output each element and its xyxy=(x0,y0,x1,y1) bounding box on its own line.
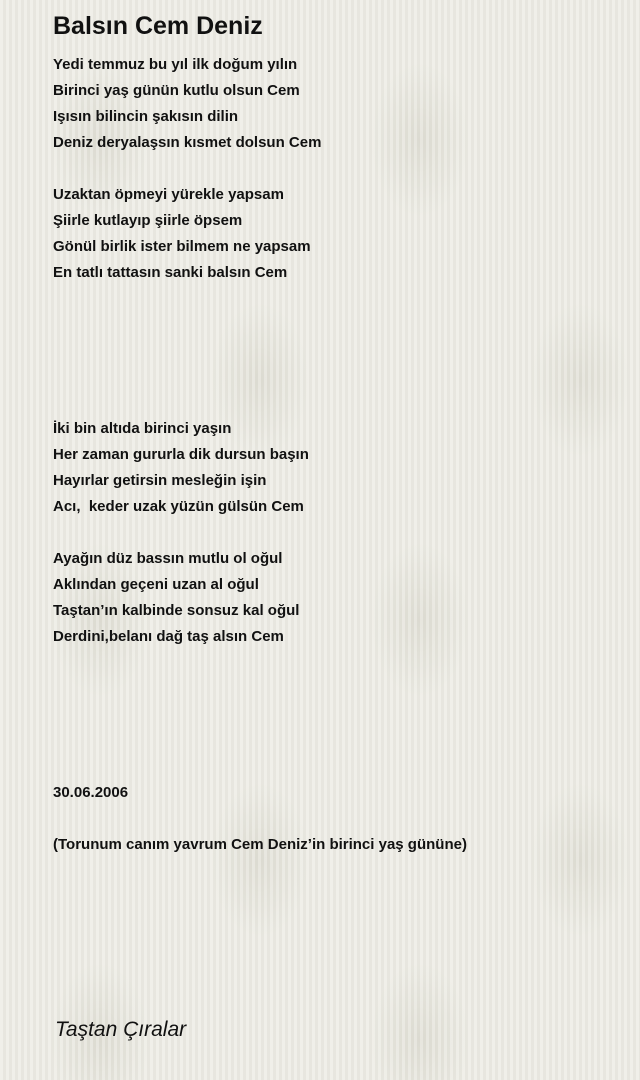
stanza-gap xyxy=(53,520,467,546)
poem-line: Birinci yaş günün kutlu olsun Cem xyxy=(53,82,300,99)
author-signature: Taştan Çıralar xyxy=(55,1018,187,1041)
poem-line: Deniz deryalaşsın kısmet dolsun Cem xyxy=(53,134,322,151)
poem-line: Şiirle kutlayıp şiirle öpsem xyxy=(53,212,243,229)
poem-line: Her zaman gururla dik dursun başın xyxy=(53,446,309,463)
poem-line: Yedi temmuz bu yıl ilk doğum yılın xyxy=(53,56,298,73)
stanza-gap xyxy=(53,156,467,182)
poem-line: Gönül birlik ister bilmem ne yapsam xyxy=(53,238,311,255)
stanza xyxy=(53,52,467,156)
stanza xyxy=(53,416,467,520)
poem-body xyxy=(53,52,467,858)
poem-line: Aklından geçeni uzan al oğul xyxy=(53,576,259,593)
poem-line: Uzaktan öpmeyi yürekle yapsam xyxy=(53,186,284,203)
poem-line: İki bin altıda birinci yaşın xyxy=(53,420,232,437)
poem-line: Taştan’ın kalbinde sonsuz kal oğul xyxy=(53,602,300,619)
stanza xyxy=(53,546,467,650)
poem-date: 30.06.2006 xyxy=(53,784,129,801)
poem-line: En tatlı tattasın sanki balsın Cem xyxy=(53,264,288,281)
poem-title: Balsın Cem Deniz xyxy=(53,12,263,40)
stanza-gap xyxy=(53,650,467,780)
spacer xyxy=(53,806,467,832)
poem-line: Hayırlar getirsin mesleğin işin xyxy=(53,472,267,489)
poem-line: Ayağın düz bassın mutlu ol oğul xyxy=(53,550,283,567)
dedication-note: (Torunum canım yavrum Cem Deniz’in birinci yaş gününe) xyxy=(53,836,467,853)
poem-line: Acı, keder uzak yüzün gülsün Cem xyxy=(53,498,304,515)
stanza xyxy=(53,182,467,286)
stanza-gap xyxy=(53,286,467,416)
poem-line: Işısın bilincin şakısın dilin xyxy=(53,108,239,125)
poem-line: Derdini,belanı dağ taş alsın Cem xyxy=(53,628,284,645)
